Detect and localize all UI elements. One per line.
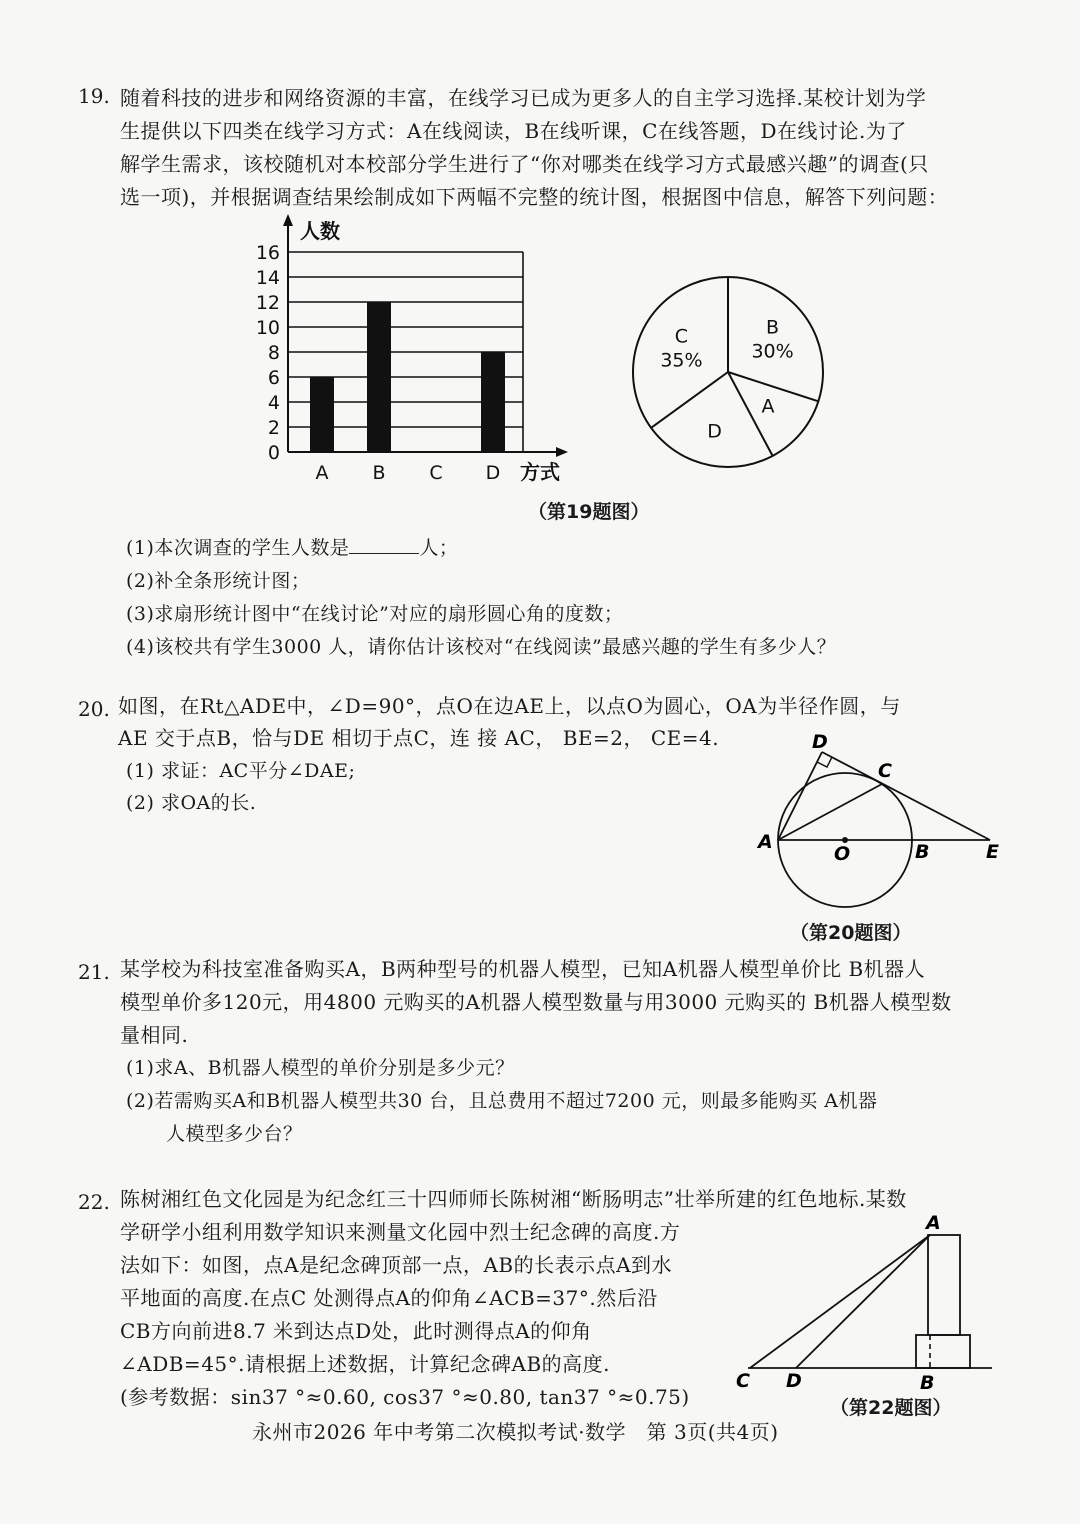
segment-ac xyxy=(778,784,882,840)
y-tick-label: 0 xyxy=(267,442,280,464)
question-20-number: 20. xyxy=(78,697,110,721)
figure-22-diagram xyxy=(730,1210,1000,1390)
q19-sub-1 xyxy=(126,532,458,565)
bar-a xyxy=(310,377,334,452)
x-tick-label: A xyxy=(315,462,329,484)
monument-base xyxy=(916,1335,970,1368)
y-tick-label: 8 xyxy=(267,342,280,364)
question-21-line-3: 量相同. xyxy=(120,1023,189,1047)
question-19-number: 19. xyxy=(78,84,110,108)
pie-slice-label-b: B xyxy=(766,316,780,339)
pie-slice-label-d: D xyxy=(707,420,722,443)
question-21-line-2: 模型单价多120元，用4800 元购买的A机器人模型数量与用3000 元购买的 B机器人模型数 xyxy=(120,990,952,1014)
y-axis-arrow xyxy=(283,214,293,226)
page-footer: 永州市2026 年中考第二次模拟考试·数学 第 3页(共4页) xyxy=(252,1420,779,1444)
question-22-line-6: ∠ADB=45°.请根据上述数据，计算纪念碑AB的高度. xyxy=(120,1352,610,1376)
pie-chart xyxy=(625,272,835,472)
q19-sub-2: (2)补全条形统计图； xyxy=(126,570,311,592)
bar-chart xyxy=(250,212,590,492)
question-22-line-4: 平地面的高度.在点C 处测得点A的仰角∠ACB=37°.然后沿 xyxy=(120,1286,658,1310)
question-21-line-1: 某学校为科技室准备购买A，B两种型号的机器人模型，已知A机器人模型单价比 B机器人 xyxy=(120,957,926,981)
question-19-line-2: 生提供以下四类在线学习方式：A在线阅读，B在线听课，C在线答题，D在线讨论.为了 xyxy=(120,119,907,143)
y-axis-label: 人数 xyxy=(300,219,340,243)
question-19-line-3: 解学生需求，该校随机对本校部分学生进行了“你对哪类在线学习方式最感兴趣”的调查(只 xyxy=(120,152,929,176)
sightline-ca xyxy=(750,1235,930,1368)
pie-slice-label-a: A xyxy=(761,395,775,418)
pie-slice-value-c: 35% xyxy=(660,349,703,372)
x-tick-label: B xyxy=(372,462,386,484)
question-22-line-7: (参考数据：sin37 °≈0.60, cos37 °≈0.80, tan37 °≈0.75) xyxy=(120,1385,690,1409)
question-20-line-2: AE 交于点B，恰与DE 相切于点C，连 接 AC， BE=2， CE=4. xyxy=(118,726,720,750)
question-22-line-2: 学研学小组利用数学知识来测量文化园中烈士纪念碑的高度.方 xyxy=(120,1220,681,1244)
figure-20-caption: （第20题图） xyxy=(790,922,912,944)
pie-slice-value-b: 30% xyxy=(751,340,794,363)
figure-20-diagram xyxy=(750,726,1010,911)
answer-blank[interactable] xyxy=(349,533,419,554)
y-tick-label: 2 xyxy=(267,417,280,439)
label-b: B xyxy=(915,841,930,863)
q19-sub-1-text: (1)本次调查的学生人数是 xyxy=(126,537,350,559)
label-o: O xyxy=(834,843,851,865)
y-tick-label: 4 xyxy=(267,392,280,414)
bar-d xyxy=(481,352,505,452)
question-19-line-4: 选一项)，并根据调查结果绘制成如下两幅不完整的统计图，根据图中信息，解答下列问题： xyxy=(120,185,949,209)
segment-de xyxy=(822,752,990,840)
monument xyxy=(928,1235,960,1335)
label-d: D xyxy=(786,1370,802,1390)
q19-sub-4: (4)该校共有学生3000 人，请你估计该校对“在线阅读”最感兴趣的学生有多少人？ xyxy=(126,636,837,658)
figure-19-caption: （第19题图） xyxy=(528,501,650,523)
label-c: C xyxy=(878,760,892,782)
question-22-line-5: CB方向前进8.7 米到达点D处，此时测得点A的仰角 xyxy=(120,1319,592,1343)
label-a: A xyxy=(926,1212,941,1234)
q19-sub-1-unit: 人； xyxy=(419,537,459,559)
x-axis-arrow xyxy=(556,447,568,457)
bar-b xyxy=(367,302,391,452)
x-axis-label: 方式 xyxy=(520,460,560,484)
q21-sub-2a: (2)若需购买A和B机器人模型共30 台，且总费用不超过7200 元，则最多能购买 A机器 xyxy=(126,1090,878,1112)
q19-sub-3: (3)求扇形统计图中“在线讨论”对应的扇形圆心角的度数； xyxy=(126,603,624,625)
y-tick-label: 14 xyxy=(255,267,280,289)
y-tick-label: 10 xyxy=(255,317,280,339)
label-d: D xyxy=(812,731,828,753)
pie-slice-label-c: C xyxy=(674,325,689,348)
label-e: E xyxy=(986,841,999,863)
y-tick-label: 6 xyxy=(267,367,280,389)
q21-sub-2b: 人模型多少台？ xyxy=(166,1123,303,1145)
question-22-number: 22. xyxy=(78,1190,110,1214)
sightline-da xyxy=(796,1235,930,1368)
q20-sub-1: (1) 求证：AC平分∠DAE; xyxy=(126,760,356,782)
x-tick-label: D xyxy=(485,462,501,484)
label-b: B xyxy=(920,1372,935,1390)
question-22-line-1: 陈树湘红色文化园是为纪念红三十四师师长陈树湘“断肠明志”壮举所建的红色地标.某数 xyxy=(120,1187,907,1211)
figure-22-caption: （第22题图） xyxy=(830,1397,952,1419)
question-20-line-1: 如图，在Rt△ADE中，∠D=90°，点O在边AE上，以点O为圆心，OA为半径作圆，与 xyxy=(118,694,901,718)
question-19-line-1: 随着科技的进步和网络资源的丰富，在线学习已成为更多人的自主学习选择.某校计划为学 xyxy=(120,86,927,110)
label-a: A xyxy=(758,831,773,853)
q20-sub-2: (2) 求OA的长. xyxy=(126,792,257,814)
y-tick-label: 12 xyxy=(255,292,280,314)
question-22-line-3: 法如下：如图，点A是纪念碑顶部一点，AB的长表示点A到水 xyxy=(120,1253,673,1277)
q21-sub-1: (1)求A、B机器人模型的单价分别是多少元？ xyxy=(126,1057,515,1079)
x-tick-label: C xyxy=(429,462,443,484)
label-c: C xyxy=(736,1370,750,1390)
question-21-number: 21. xyxy=(78,960,110,984)
segment-ad xyxy=(778,752,822,840)
y-tick-label: 16 xyxy=(255,242,280,264)
